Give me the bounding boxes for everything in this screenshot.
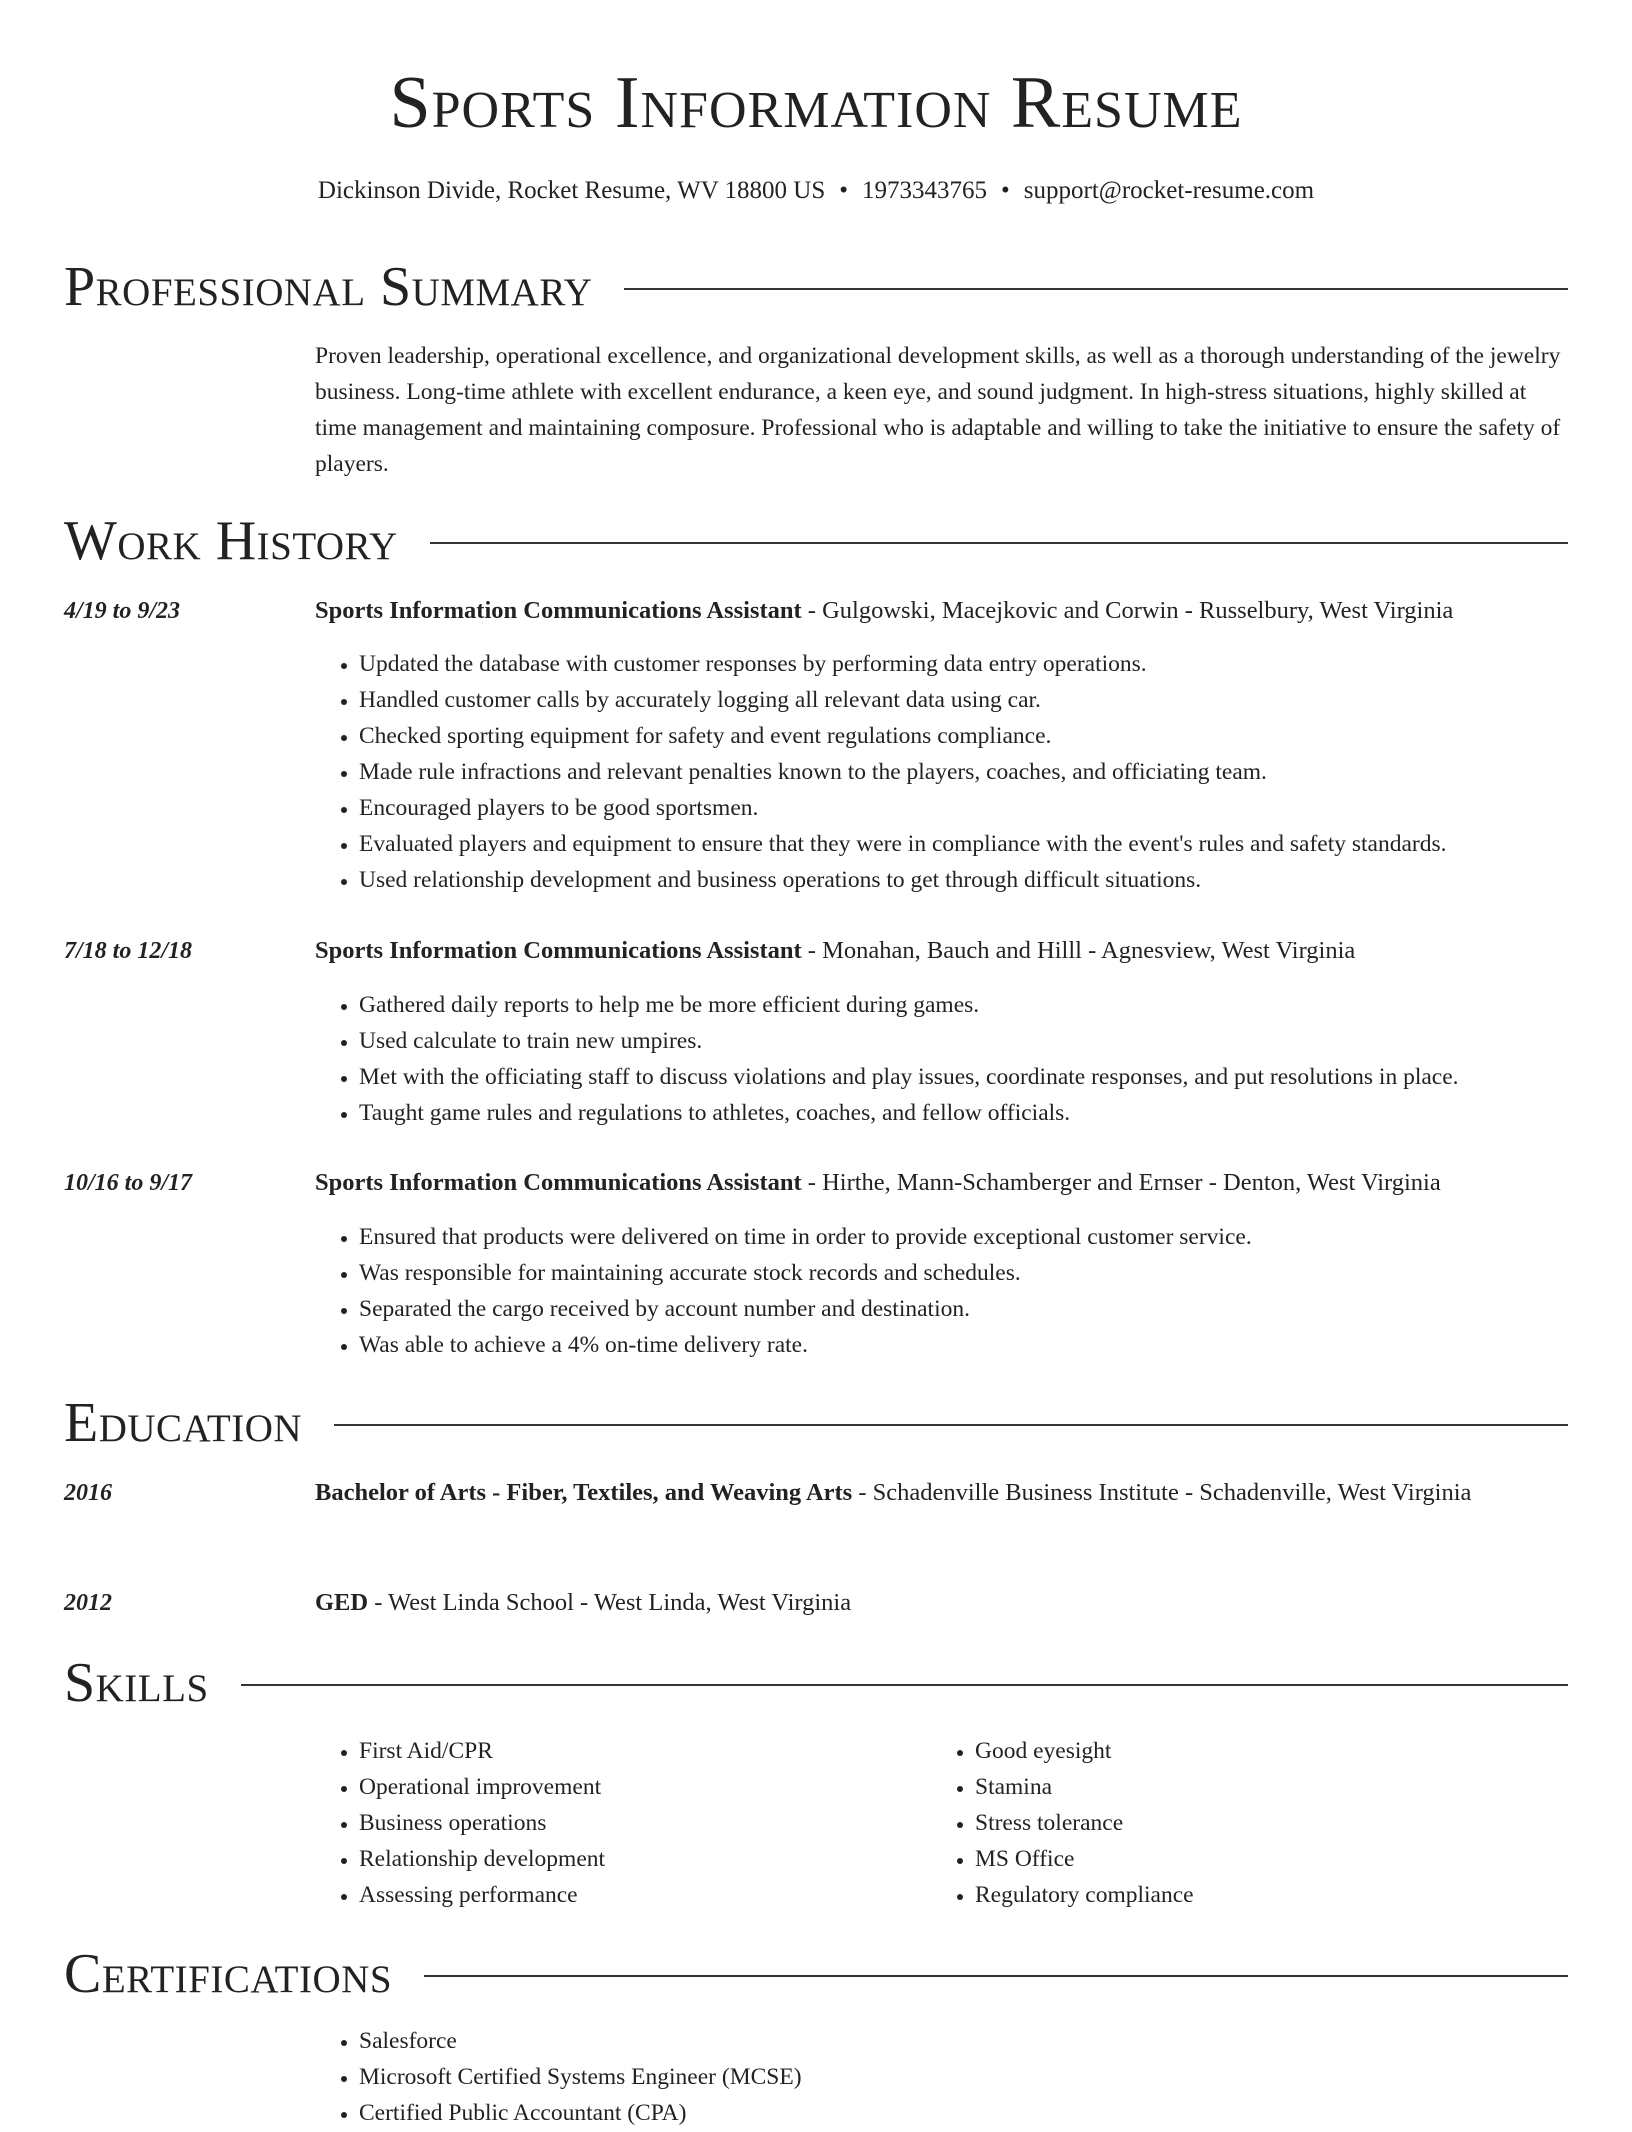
skills-section-heading xyxy=(64,1648,1568,1718)
resume-title: Sports Information Resume xyxy=(389,62,1243,144)
skill-item: • Relationship development xyxy=(359,1841,959,1877)
section-divider xyxy=(624,288,1568,290)
list-item: • Updated the database with customer responses by performing data entry operations. xyxy=(359,646,1613,682)
job-heading xyxy=(315,1163,1569,1203)
list-item: • Used relationship development and business operations to get through difficult situations. xyxy=(359,862,1613,898)
list-item: • Checked sporting equipment for safety and event regulations compliance. xyxy=(359,718,1613,754)
section-divider xyxy=(430,542,1568,544)
list-item: • Evaluated players and equipment to ensure that they were in compliance with the event's rules and safety standards. xyxy=(359,826,1613,862)
section-title: Certifications xyxy=(64,1943,393,2005)
section-divider xyxy=(334,1424,1568,1426)
skill-item: • Stamina xyxy=(975,1769,1575,1805)
certifications-list xyxy=(315,2023,1613,2131)
skill-item: • Regulatory compliance xyxy=(975,1877,1575,1913)
work-section-heading xyxy=(64,506,1568,576)
job-title: Sports Information Communications Assistant xyxy=(315,1169,802,1196)
list-item: • Was able to achieve a 4% on-time delivery rate. xyxy=(359,1327,1613,1363)
education-entry xyxy=(315,1473,1569,1513)
list-item: • Used calculate to train new umpires. xyxy=(359,1023,1613,1059)
contact-separator: • xyxy=(1001,177,1010,204)
contact-email[interactable]: support@rocket-resume.com xyxy=(1023,177,1315,204)
certification-item: • Microsoft Certified Systems Engineer (MCSE) xyxy=(359,2059,1613,2095)
summary-text: Proven leadership, operational excellence, and organizational development skills, as well as a thorough understanding of the jewelry business. Long-time athlete with excellent endurance, a keen eye, and sound judgment. In high-stress situations, highly skilled at time management and maintaining composure. Professional who is adaptable and willing to take the initiative to ensure the safety of players. xyxy=(315,343,1561,477)
job-details: - Gulgowski, Macejkovic and Corwin - Russelbury, West Virginia xyxy=(801,597,1454,624)
job-title: Sports Information Communications Assistant xyxy=(315,597,802,624)
section-title: Education xyxy=(64,1392,303,1454)
education-degree: Bachelor of Arts - Fiber, Textiles, and Weaving Arts xyxy=(315,1479,853,1506)
job-heading xyxy=(315,931,1569,971)
job-heading xyxy=(315,591,1569,631)
skills-list-right xyxy=(931,1733,1575,1913)
section-divider xyxy=(424,1975,1568,1977)
job-details: - Monahan, Bauch and Hilll - Agnesview, West Virginia xyxy=(801,937,1356,964)
skills-list-left xyxy=(315,1733,959,1913)
certification-item: • Salesforce xyxy=(359,2023,1613,2059)
education-section-heading xyxy=(64,1388,1568,1458)
section-divider xyxy=(241,1684,1568,1686)
job-dates: 7/18 to 12/18 xyxy=(64,938,193,964)
list-item: • Separated the cargo received by account number and destination. xyxy=(359,1291,1613,1327)
contact-separator: • xyxy=(839,177,849,204)
contact-address: Dickinson Divide, Rocket Resume, WV 18800 US xyxy=(317,177,826,204)
education-details: - Schadenville Business Institute - Schadenville, West Virginia xyxy=(852,1479,1472,1506)
certification-item: • Certified Public Accountant (CPA) xyxy=(359,2095,1613,2131)
education-degree: GED xyxy=(315,1589,369,1616)
skill-item: • MS Office xyxy=(975,1841,1575,1877)
list-item: • Gathered daily reports to help me be more efficient during games. xyxy=(359,987,1613,1023)
contact-line xyxy=(0,174,1632,208)
job-title: Sports Information Communications Assistant xyxy=(315,937,802,964)
list-item: • Taught game rules and regulations to athletes, coaches, and fellow officials. xyxy=(359,1095,1613,1131)
list-item: • Was responsible for maintaining accurate stock records and schedules. xyxy=(359,1255,1613,1291)
list-item: • Made rule infractions and relevant penalties known to the players, coaches, and officiating team. xyxy=(359,754,1613,790)
skill-item: • Assessing performance xyxy=(359,1877,959,1913)
job-bullets xyxy=(315,1219,1613,1363)
list-item: • Handled customer calls by accurately logging all relevant data using car. xyxy=(359,682,1613,718)
skill-item: • Business operations xyxy=(359,1805,959,1841)
skill-item: • Stress tolerance xyxy=(975,1805,1575,1841)
skill-item: • Operational improvement xyxy=(359,1769,959,1805)
list-item: • Ensured that products were delivered on time in order to provide exceptional customer service. xyxy=(359,1219,1613,1255)
job-dates: 4/19 to 9/23 xyxy=(64,598,181,624)
section-title: Professional Summary xyxy=(64,256,593,318)
job-details: - Hirthe, Mann-Schamberger and Ernser - Denton, West Virginia xyxy=(801,1169,1441,1196)
education-year: 2012 xyxy=(64,1590,112,1616)
education-year: 2016 xyxy=(64,1480,112,1506)
list-item: • Met with the officiating staff to discuss violations and play issues, coordinate responses, and put resolutions in place. xyxy=(359,1059,1613,1095)
summary-section-heading xyxy=(64,252,1568,322)
job-bullets xyxy=(315,646,1613,898)
list-item: • Encouraged players to be good sportsmen. xyxy=(359,790,1613,826)
skill-item: • First Aid/CPR xyxy=(359,1733,959,1769)
certifications-section-heading xyxy=(64,1939,1568,2009)
skill-item: • Good eyesight xyxy=(975,1733,1575,1769)
contact-phone: 1973343765 xyxy=(862,177,988,204)
section-title: Skills xyxy=(64,1652,209,1714)
job-bullets xyxy=(315,987,1613,1131)
section-title: Work History xyxy=(64,510,398,572)
job-dates: 10/16 to 9/17 xyxy=(64,1170,193,1196)
education-details: - West Linda School - West Linda, West Virginia xyxy=(368,1589,852,1616)
education-entry xyxy=(315,1583,1569,1623)
